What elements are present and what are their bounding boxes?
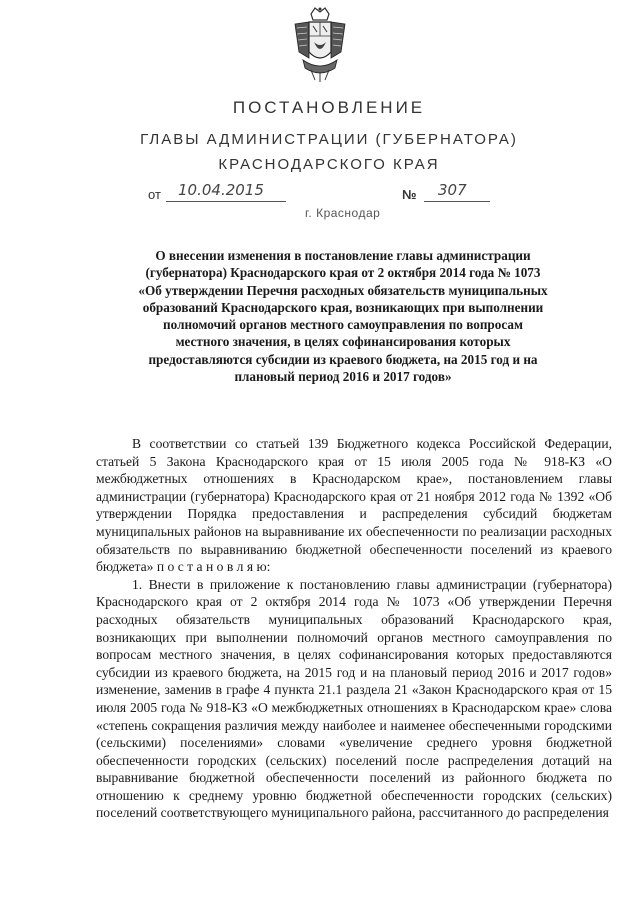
document-body — [96, 435, 612, 822]
handwritten-date: 10.04.2015 — [178, 181, 264, 199]
issuer-heading: ГЛАВЫ АДМИНИСТРАЦИИ (ГУБЕРНАТОРА) — [140, 131, 518, 148]
clause-1-paragraph: 1. Внести в приложение к постановлению главы администрации (губернатора) Краснодарского края от 2 октября 2014 года № 1073 «Об утверждении Перечня расходных обязательств муниципальных образований Краснодарского края, возникающих при выполнении полномочий органов местного самоуправления по вопросам местного значения, в целях софинансирования которых предоставляются субсидии из краевого бюджета, на 2015 год и на плановый период 2016 и 2017 годов» изменение, заменив в графе 4 пункта 21.1 раздела 21 «Закон Краснодарского края от 15 июля 2005 года № 918-КЗ «О межбюджетных отношениях в Краснодарском крае» слова «степень сокращения различия между наиболее и наименее обеспеченными городскими (сельскими) поселениями» словами «увеличение среднего уровня бюджетной обеспеченности городских (сельских) поселений после распределения дотаций на выравнивание бюджетной обеспеченности поселений из районного бюджета по отношению к среднему уровню бюджетной обеспеченности городских (сельских) поселений соответствующего муниципального района, рассчитанного до распределения — [96, 576, 612, 821]
preamble-paragraph: В соответствии со статьей 139 Бюджетного кодекса Российской Федерации, статьей 5 Закона Краснодарского края от 15 июля 2005 года № 918-КЗ «О межбюджетных отношениях в Краснодарском крае», постановлением главы администрации (губернатора) Краснодарского края от 21 ноября 2012 года № 1392 «Об утверждении Порядка предоставления и распределения субсидий бюджетам муниципальных районов на выравнивание их обеспеченности по реализации расходных обязательств по выравниванию бюджетной обеспеченности поселений из краевого бюджета» п о с т а н о в л я ю: — [96, 436, 612, 575]
coat-of-arms-emblem — [289, 6, 351, 82]
date-underline — [166, 201, 286, 202]
document-type-heading: ПОСТАНОВЛЕНИЕ — [232, 98, 426, 117]
number-underline — [424, 201, 490, 202]
document-title: О внесении изменения в постановление главы администрации (губернатора) Краснодарского края от 2 октября 2014 года № 1073 «Об утверждении Перечня расходных обязательств муниципальных образований Краснодарского края, возникающих при выполнении полномочий органов местного самоуправления по вопросам местного значения, в целях софинансирования которых предоставляются субсидии из краевого бюджета, на 2015 год и на плановый период 2016 и 2017 годов» — [138, 248, 548, 385]
region-heading: КРАСНОДАРСКОГО КРАЯ — [218, 156, 440, 173]
number-label: № — [402, 187, 417, 202]
date-label: от — [148, 187, 161, 202]
handwritten-number: 307 — [438, 181, 467, 199]
city-label: г. Краснодар — [305, 206, 381, 220]
document-header — [0, 98, 640, 173]
